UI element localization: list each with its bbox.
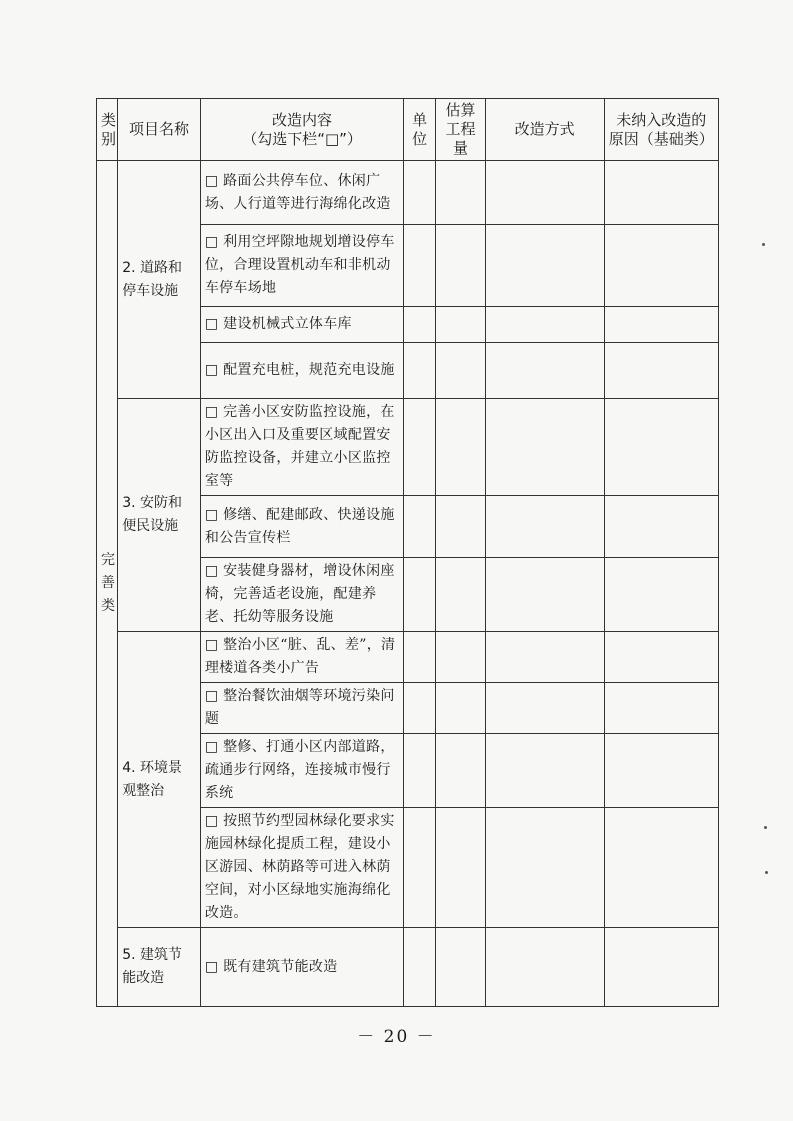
header-category: 类 别 — [97, 99, 118, 161]
method-cell[interactable] — [485, 808, 604, 928]
category-label: 完 善 类 — [101, 552, 115, 614]
header-item-name: 项目名称 — [118, 99, 201, 161]
content-cell[interactable]: □ 配置充电桩，规范充电设施 — [200, 343, 403, 399]
unit-cell[interactable] — [404, 558, 436, 632]
estimate-cell[interactable] — [436, 343, 486, 399]
estimate-cell[interactable] — [436, 399, 486, 496]
method-cell[interactable] — [485, 307, 604, 343]
header-reason — [604, 99, 718, 161]
header-unit: 单位 — [404, 99, 436, 161]
unit-cell[interactable] — [404, 683, 436, 734]
method-cell[interactable] — [485, 734, 604, 808]
unit-cell[interactable] — [404, 632, 436, 683]
unit-cell[interactable] — [404, 307, 436, 343]
estimate-cell[interactable] — [436, 928, 486, 1007]
header-content — [200, 99, 403, 161]
method-cell[interactable] — [485, 928, 604, 1007]
header-estimate — [436, 99, 486, 161]
item-name-cell: 2. 道路和停车设施 — [118, 161, 201, 399]
scan-speck — [764, 826, 767, 829]
header-estimate-line1: 估算 — [445, 101, 476, 119]
estimate-cell[interactable] — [436, 161, 486, 225]
reason-cell[interactable] — [604, 496, 718, 558]
method-cell[interactable] — [485, 161, 604, 225]
reason-cell[interactable] — [604, 558, 718, 632]
method-cell[interactable] — [485, 558, 604, 632]
reason-cell[interactable] — [604, 399, 718, 496]
content-cell[interactable]: □ 安装健身器材，增设休闲座椅，完善适老设施，配建养老、托幼等服务设施 — [200, 558, 403, 632]
item-name-cell: 4. 环境景观整治 — [118, 632, 201, 928]
reason-cell[interactable] — [604, 734, 718, 808]
estimate-cell[interactable] — [436, 496, 486, 558]
content-cell[interactable]: □ 利用空坪隙地规划增设停车位，合理设置机动车和非机动车停车场地 — [200, 225, 403, 307]
method-cell[interactable] — [485, 496, 604, 558]
scan-speck — [765, 871, 768, 874]
estimate-cell[interactable] — [436, 734, 486, 808]
estimate-cell[interactable] — [436, 307, 486, 343]
unit-cell[interactable] — [404, 808, 436, 928]
content-cell[interactable]: □ 既有建筑节能改造 — [200, 928, 403, 1007]
estimate-cell[interactable] — [436, 683, 486, 734]
estimate-cell[interactable] — [436, 808, 486, 928]
scan-speck — [762, 243, 765, 246]
reason-cell[interactable] — [604, 632, 718, 683]
reason-cell[interactable] — [604, 161, 718, 225]
category-cell — [97, 161, 118, 1007]
header-content-line1: 改造内容 — [272, 110, 333, 129]
header-content-line2: （勾选下栏“□”） — [242, 129, 362, 148]
method-cell[interactable] — [485, 225, 604, 307]
reason-cell[interactable] — [604, 808, 718, 928]
method-cell[interactable] — [485, 343, 604, 399]
unit-cell[interactable] — [404, 399, 436, 496]
table-row — [97, 399, 719, 496]
header-method: 改造方式 — [485, 99, 604, 161]
unit-cell[interactable] — [404, 225, 436, 307]
reason-cell[interactable] — [604, 307, 718, 343]
header-estimate-line2: 工程量 — [445, 120, 476, 157]
content-cell[interactable]: □ 修缮、配建邮政、快递设施和公告宣传栏 — [200, 496, 403, 558]
unit-cell[interactable] — [404, 734, 436, 808]
content-cell[interactable]: □ 按照节约型园林绿化要求实施园林绿化提质工程，建设小区游园、林荫路等可进入林荫空间，对小区绿地实施海绵化改造。 — [200, 808, 403, 928]
content-cell[interactable]: □ 整修、打通小区内部道路，疏通步行网络，连接城市慢行系统 — [200, 734, 403, 808]
unit-cell[interactable] — [404, 161, 436, 225]
estimate-cell[interactable] — [436, 558, 486, 632]
unit-cell[interactable] — [404, 343, 436, 399]
header-reason-line1: 未纳入改造的 — [616, 110, 707, 129]
content-cell[interactable]: □ 完善小区安防监控设施，在小区出入口及重要区域配置安防监控设备，并建立小区监控室等 — [200, 399, 403, 496]
header-reason-line2: 原因（基础类） — [608, 129, 714, 148]
table-row — [97, 928, 719, 1007]
method-cell[interactable] — [485, 399, 604, 496]
reason-cell[interactable] — [604, 928, 718, 1007]
page-number: － 20 － — [357, 1027, 436, 1047]
table-row — [97, 632, 719, 683]
renovation-table — [96, 98, 719, 1007]
item-name-cell: 5. 建筑节能改造 — [118, 928, 201, 1007]
unit-cell[interactable] — [404, 496, 436, 558]
estimate-cell[interactable] — [436, 632, 486, 683]
table-header-row — [97, 99, 719, 161]
unit-cell[interactable] — [404, 928, 436, 1007]
item-name-cell: 3. 安防和便民设施 — [118, 399, 201, 632]
content-cell[interactable]: □ 路面公共停车位、休闲广场、人行道等进行海绵化改造 — [200, 161, 403, 225]
table-row — [97, 161, 719, 225]
method-cell[interactable] — [485, 683, 604, 734]
reason-cell[interactable] — [604, 343, 718, 399]
content-cell[interactable]: □ 整治餐饮油烟等环境污染问题 — [200, 683, 403, 734]
content-cell[interactable]: □ 建设机械式立体车库 — [200, 307, 403, 343]
reason-cell[interactable] — [604, 683, 718, 734]
reason-cell[interactable] — [604, 225, 718, 307]
method-cell[interactable] — [485, 632, 604, 683]
estimate-cell[interactable] — [436, 225, 486, 307]
content-cell[interactable]: □ 整治小区“脏、乱、差”，清理楼道各类小广告 — [200, 632, 403, 683]
